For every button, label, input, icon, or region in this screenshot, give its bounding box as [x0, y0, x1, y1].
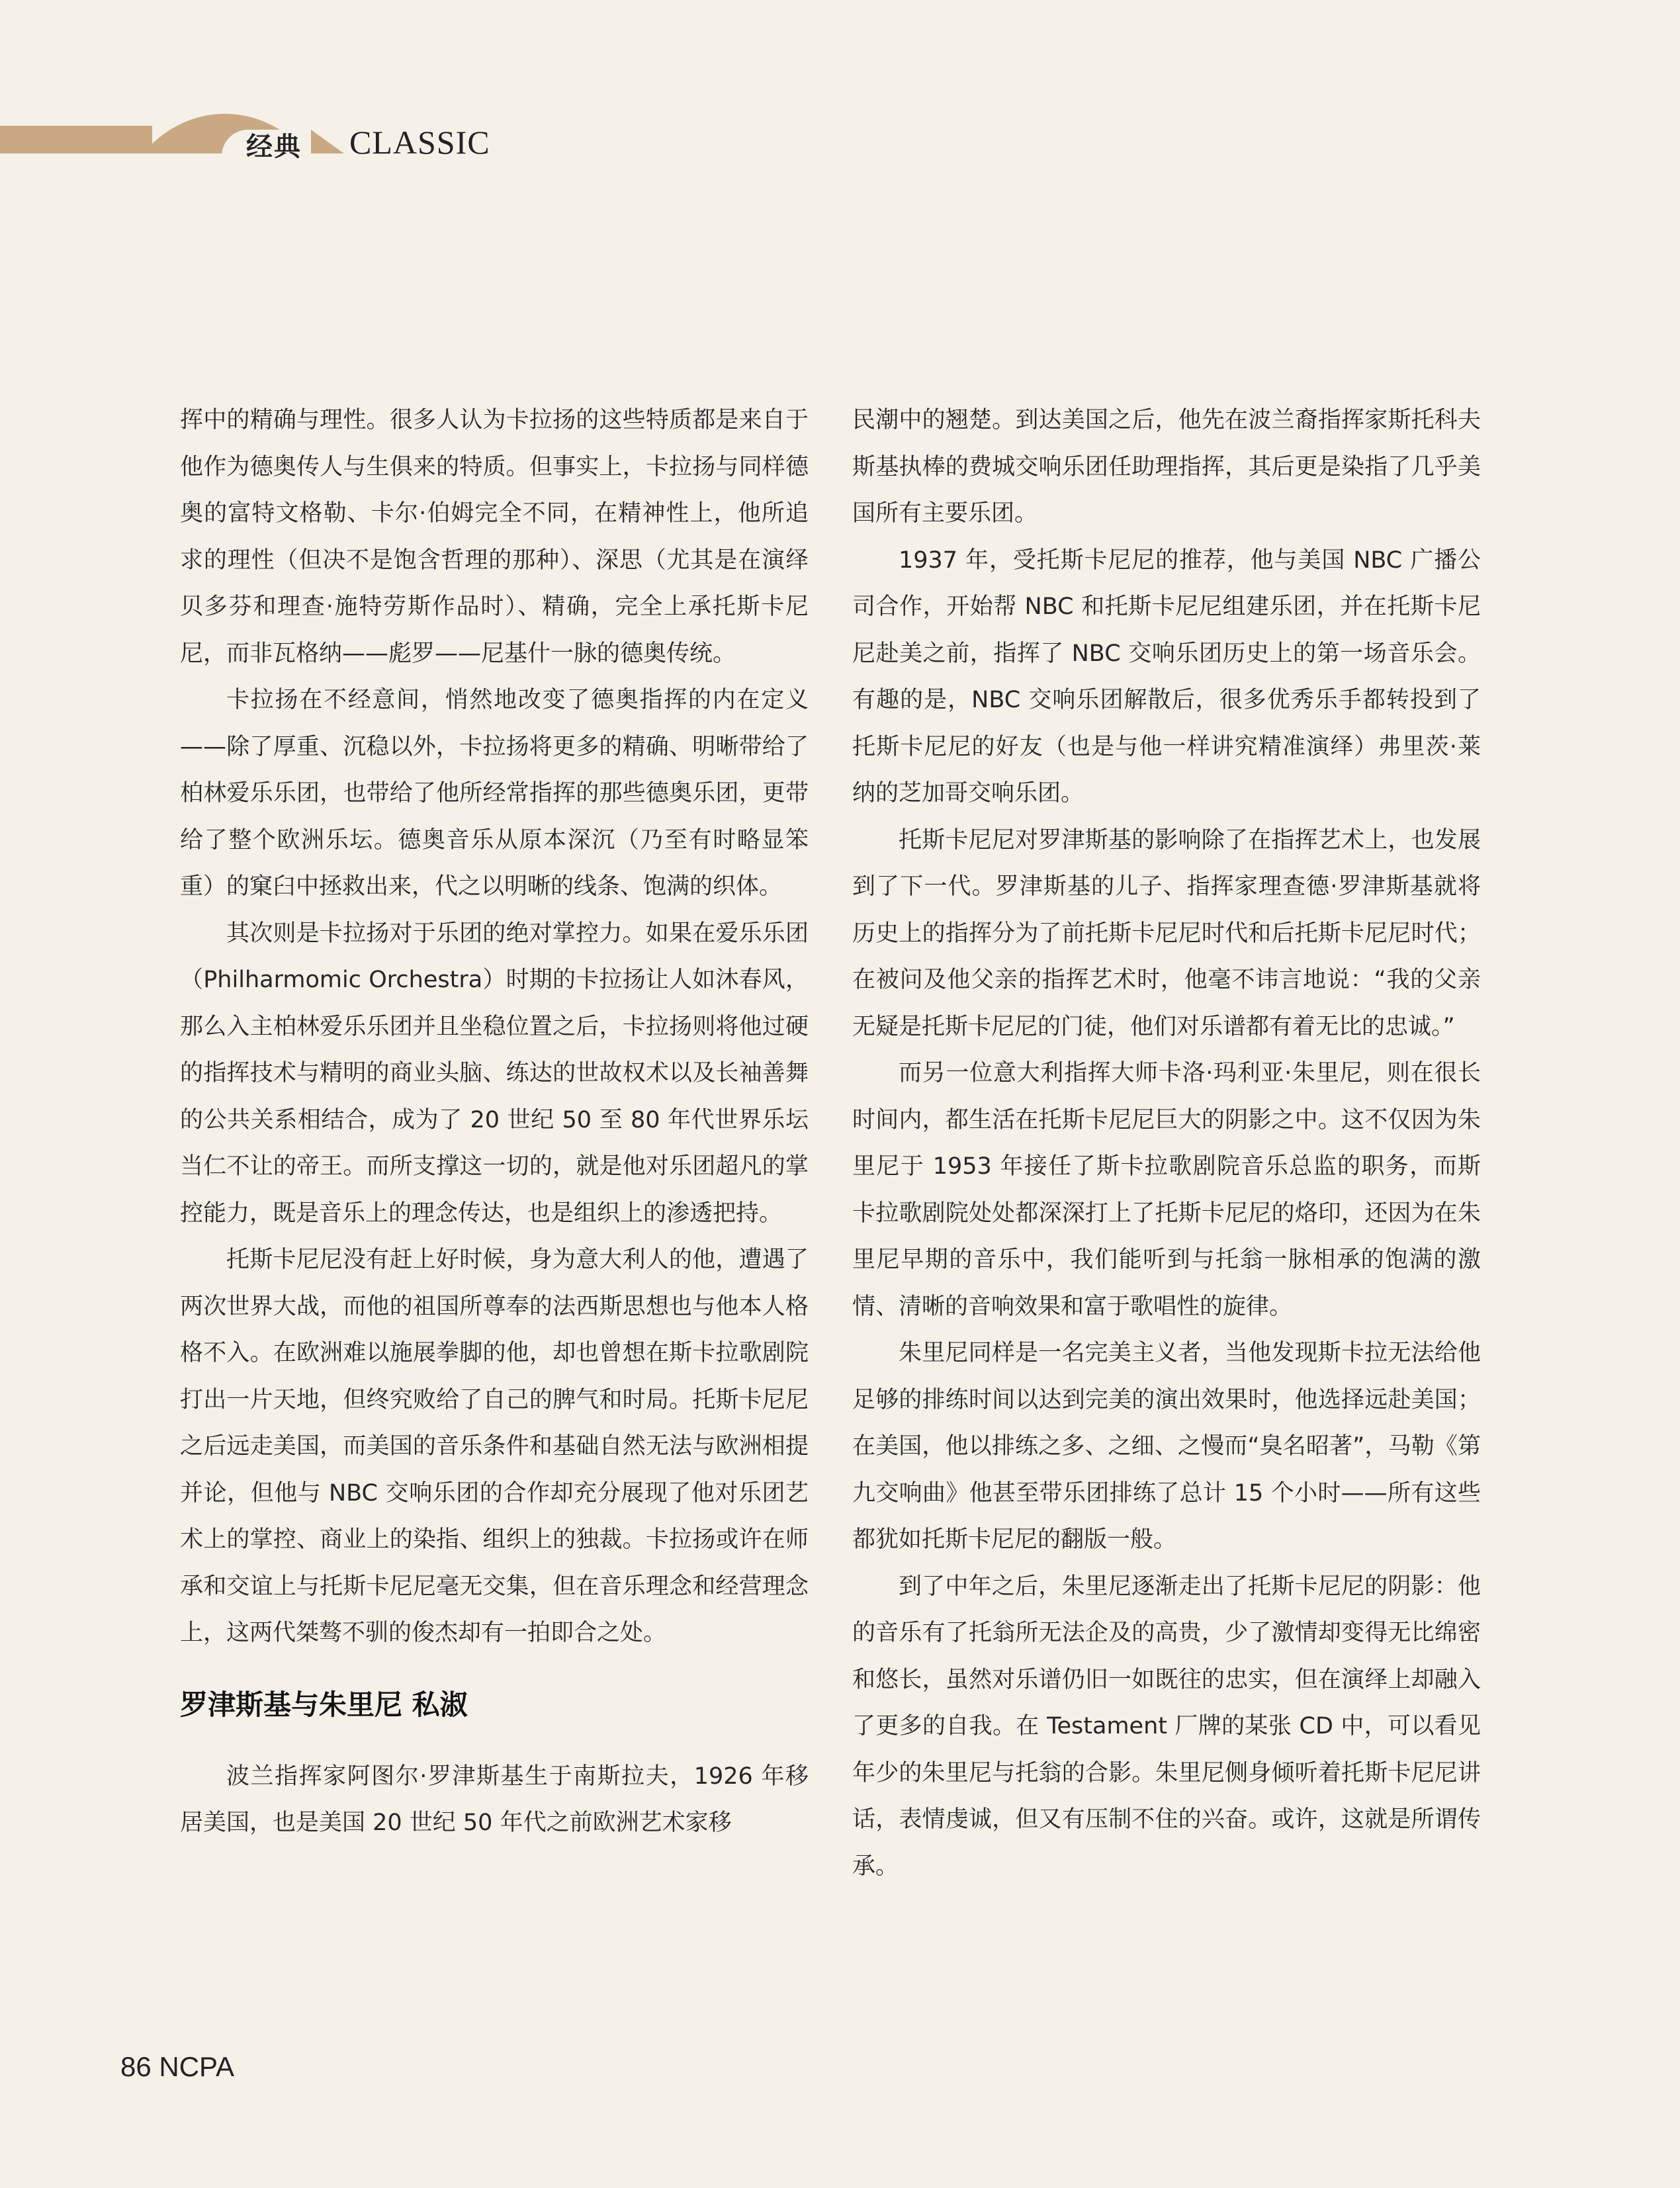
- paragraph: 托斯卡尼尼对罗津斯基的影响除了在指挥艺术上，也发展到了下一代。罗津斯基的儿子、指挥家理查德·罗津斯基就将历史上的指挥分为了前托斯卡尼尼时代和后托斯卡尼尼时代；在被问及他父亲的指挥艺术时，他毫不讳言地说：“我的父亲无疑是托斯卡尼尼的门徒，他们对乐谱都有着无比的忠诚。”: [852, 826, 1481, 1040]
- page-footer: 86 NCPA: [120, 2051, 234, 2082]
- right-column: [852, 397, 1481, 1890]
- paragraph: 朱里尼同样是一名完美主义者，当他发现斯卡拉无法给他足够的排练时间以达到完美的演出效果时，他选择远赴美国；在美国，他以排练之多、之细、之慢而“臭名昭著”，马勒《第九交响曲》他甚至带乐团排练了总计 15 个小时——所有这些都犹如托斯卡尼尼的翻版一般。: [852, 1340, 1481, 1553]
- paragraph: 挥中的精确与理性。很多人认为卡拉扬的这些特质都是来自于他作为德奥传人与生俱来的特质。但事实上，卡拉扬与同样德奥的富特文格勒、卡尔·伯姆完全不同，在精神性上，他所追求的理性（但决不是饱含哲理的那种）、深思（尤其是在演绎贝多芬和理查·施特劳斯作品时）、精确，完全上承托斯卡尼尼，而非瓦格纳——彪罗——尼基什一脉的德奥传统。: [180, 407, 809, 667]
- paragraph: 托斯卡尼尼没有赶上好时候，身为意大利人的他，遭遇了两次世界大战，而他的祖国所尊奉的法西斯思想也与他本人格格不入。在欧洲难以施展拳脚的他，却也曾想在斯卡拉歌剧院打出一片天地，但终究败给了自己的脾气和时局。托斯卡尼尼之后远走美国，而美国的音乐条件和基础自然无法与欧洲相提并论，但他与 NBC 交响乐团的合作却充分展现了他对乐团艺术上的掌控、商业上的染指、组织上的独裁。卡拉扬或许在师承和交谊上与托斯卡尼尼毫无交集，但在音乐理念和经营理念上，这两代桀骜不驯的俊杰却有一拍即合之处。: [180, 1247, 809, 1646]
- paragraph: 其次则是卡拉扬对于乐团的绝对掌控力。如果在爱乐乐团（Philharmomic Orchestra）时期的卡拉扬让人如沐春风，那么入主柏林爱乐乐团并且坐稳位置之后，卡拉扬则将他过硬的指挥技术与精明的商业头脑、练达的世故权术以及长袖善舞的公共关系相结合，成为了 20 世纪 50 至 80 年代世界乐坛当仁不让的帝王。而所支撑这一切的，就是他对乐团超凡的掌控能力，既是音乐上的理念传达，也是组织上的渗透把持。: [180, 920, 809, 1227]
- header-band: [0, 126, 152, 153]
- header-triangle: [311, 130, 344, 153]
- paragraph: 卡拉扬在不经意间，悄然地改变了德奥指挥的内在定义——除了厚重、沉稳以外，卡拉扬将更多的精确、明晰带给了柏林爱乐乐团，也带给了他所经常指挥的那些德奥乐团，更带给了整个欧洲乐坛。德奥音乐从原本深沉（乃至有时略显笨重）的窠臼中拯救出来，代之以明晰的线条、饱满的织体。: [180, 687, 809, 900]
- section-heading: 罗津斯基与朱里尼 私淑: [180, 1688, 468, 1721]
- section-title-en: CLASSIC: [349, 124, 490, 161]
- paragraph: 波兰指挥家阿图尔·罗津斯基生于南斯拉夫，1926 年移居美国，也是美国 20 世纪 50 年代之前欧洲艺术家移: [180, 1763, 809, 1836]
- left-column: [180, 397, 809, 1847]
- paragraph: 民潮中的翘楚。到达美国之后，他先在波兰裔指挥家斯托科夫斯基执棒的费城交响乐团任助理指挥，其后更是染指了几乎美国所有主要乐团。: [852, 407, 1481, 527]
- paragraph: 1937 年，受托斯卡尼尼的推荐，他与美国 NBC 广播公司合作，开始帮 NBC 和托斯卡尼尼组建乐团，并在托斯卡尼尼赴美之前，指挥了 NBC 交响乐团历史上的第一场音乐会。有趣的是，NBC 交响乐团解散后，很多优秀乐手都转投到了托斯卡尼尼的好友（也是与他一样讲究精准演绎）弗里茨·莱纳的芝加哥交响乐团。: [852, 547, 1481, 807]
- paragraph: 而另一位意大利指挥大师卡洛·玛利亚·朱里尼，则在很长时间内，都生活在托斯卡尼尼巨大的阴影之中。这不仅因为朱里尼于 1953 年接任了斯卡拉歌剧院音乐总监的职务，而斯卡拉歌剧院处处都深深打上了托斯卡尼尼的烙印，还因为在朱里尼早期的音乐中，我们能听到与托翁一脉相承的饱满的激情、清晰的音响效果和富于歌唱性的旋律。: [852, 1060, 1481, 1320]
- section-title-cn: 经典: [246, 132, 302, 162]
- paragraph: 到了中年之后，朱里尼逐渐走出了托斯卡尼尼的阴影：他的音乐有了托翁所无法企及的高贵，少了激情却变得无比绵密和悠长，虽然对乐谱仍旧一如既往的忠实，但在演绎上却融入了更多的自我。在 Testament 厂牌的某张 CD 中，可以看见年少的朱里尼与托翁的合影。朱里尼侧身倾听着托斯卡尼尼讲话，表情虔诚，但又有压制不住的兴奋。或许，这就是所谓传承。: [852, 1573, 1481, 1880]
